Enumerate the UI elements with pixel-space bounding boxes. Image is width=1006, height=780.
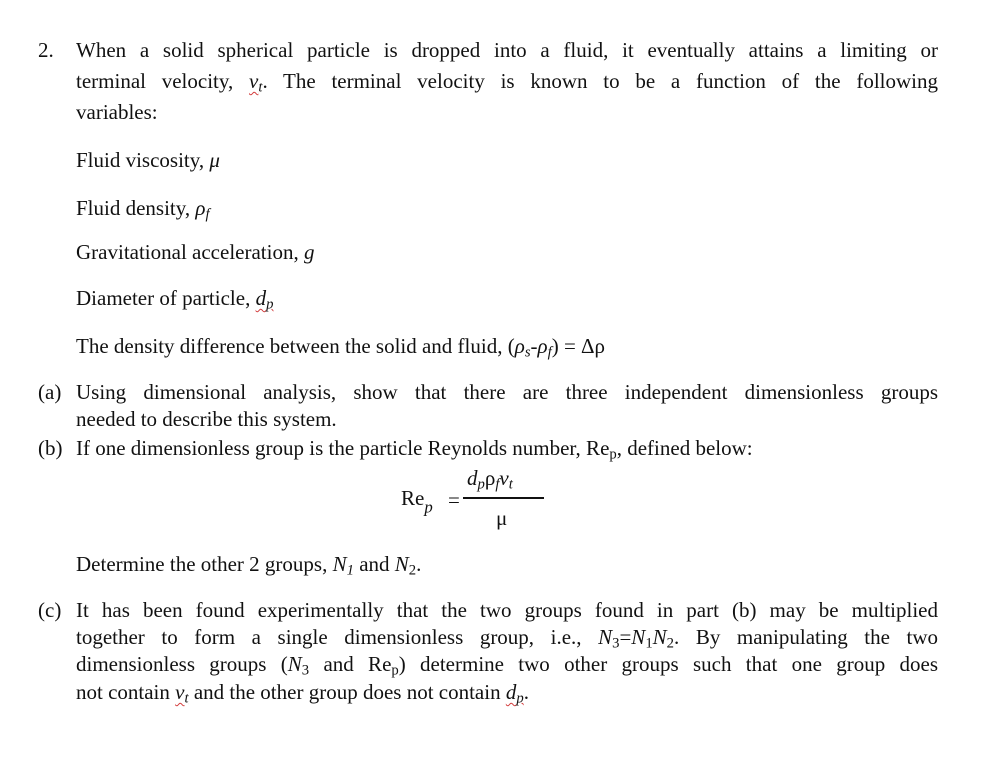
variable-density: Fluid density, $\rho_f$ xyxy=(76,196,210,223)
mu-symbol: μ xyxy=(209,148,220,172)
part-a-line-1: Using dimensional analysis, show that there are three independent dimensionless groups xyxy=(76,380,938,404)
part-a-line-2: needed to describe this system. xyxy=(76,407,337,431)
rho-symbol: ρ xyxy=(195,196,206,220)
intro-line-3: variables: xyxy=(76,100,158,124)
intro-line-2-text: terminal velocity, xyxy=(76,69,234,93)
problem-number: 2. xyxy=(38,38,54,62)
fraction-bar xyxy=(463,497,544,499)
part-a-label: (a) xyxy=(38,380,62,404)
reynolds-denominator: μ xyxy=(496,506,508,530)
part-c-line-2: together to form a single dimensionless group, i.e., $N_3=N_1N_2$. By manipulating the two xyxy=(76,625,938,652)
terminal-velocity-symbol: $v_t$ xyxy=(249,69,263,96)
part-b-label: (b) xyxy=(38,436,63,460)
reynolds-numerator: $d_p\rho_fv_t$ xyxy=(467,466,513,493)
density-difference: The density difference between the solid and fluid, $(\rho_s-\rho_f) = \Delta\rho$ xyxy=(76,334,606,361)
dp-symbol: $d_p$ xyxy=(505,680,524,707)
part-c-label: (c) xyxy=(38,598,62,622)
variable-viscosity: Fluid viscosity, μ xyxy=(76,148,220,172)
diameter-symbol: $d_p$ xyxy=(255,286,274,313)
intro-line-2 xyxy=(76,69,938,94)
variable-diameter: Diameter of particle, $d_p$ xyxy=(76,286,274,313)
part-c-line-3: dimensionless groups ($N_3$ and $Re_p$) determine two other groups such that one group does xyxy=(76,652,939,679)
intro-line-2-rest: . The terminal velocity is known to be a function of the following xyxy=(262,69,938,93)
part-c-line-1: It has been found experimentally that the two groups found in part (b) may be multiplied xyxy=(76,598,938,622)
determine-line: Determine the other 2 groups, $N_1$ and $N_2$. xyxy=(76,552,422,579)
g-symbol: g xyxy=(303,240,315,264)
variable-gravity: Gravitational acceleration, g xyxy=(76,240,315,264)
part-c-line-4: not contain $v_t$ and the other group does not contain $d_p$. xyxy=(76,680,529,707)
vt-symbol: $v_t$ xyxy=(175,680,189,707)
reynolds-equals: = xyxy=(448,488,460,512)
intro-line-1: When a solid spherical particle is dropped into a fluid, it eventually attains a limiting or xyxy=(76,38,938,62)
part-b-line-1: If one dimensionless group is the particle Reynolds number, $Re_p$, defined below: xyxy=(76,436,753,463)
reynolds-lhs: $Re_p$ xyxy=(401,486,433,517)
